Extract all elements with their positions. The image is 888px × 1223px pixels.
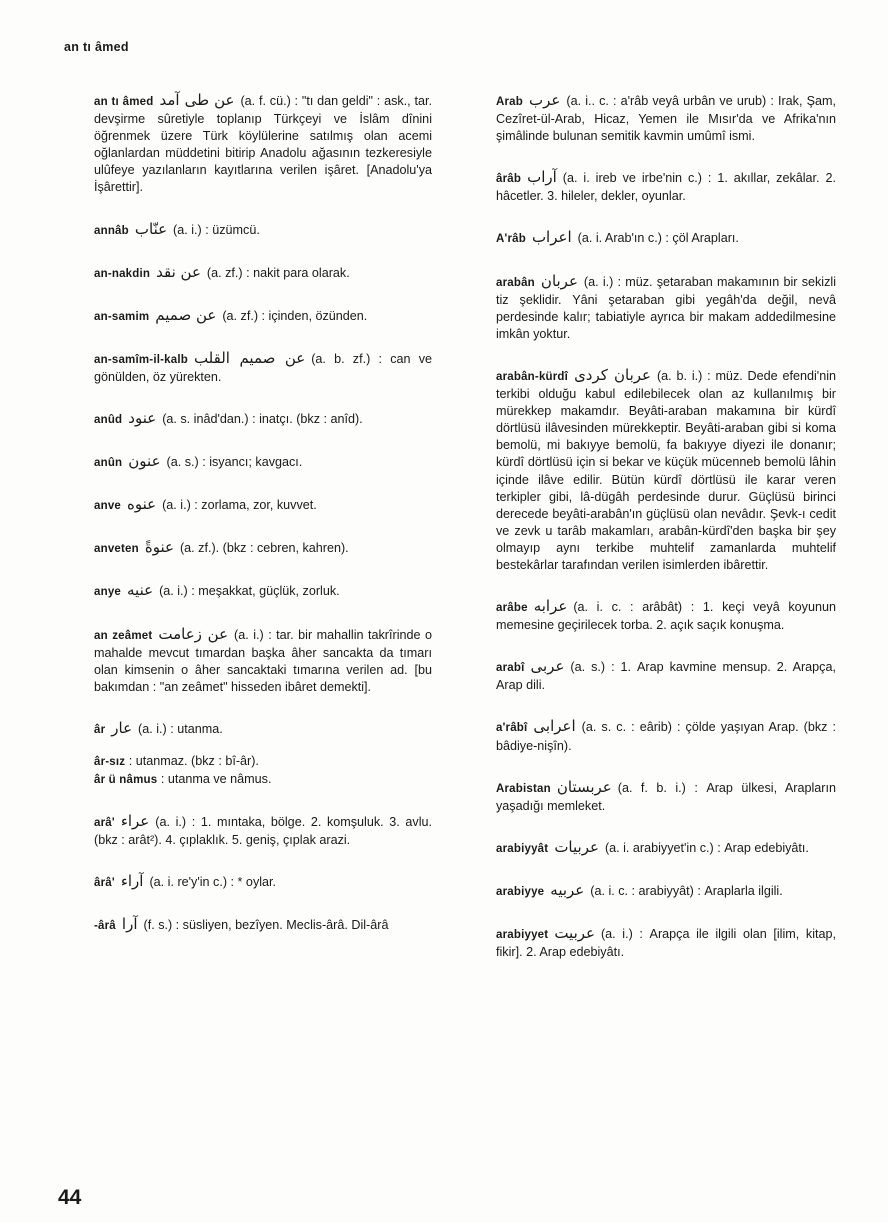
entry-arabic: آراب bbox=[527, 168, 557, 187]
entry-headword: arâ' bbox=[94, 817, 115, 830]
entry-headword: an-nakdin bbox=[94, 267, 151, 280]
entry-arabic: عربان كردى bbox=[574, 365, 651, 384]
entry-body bbox=[458, 598, 836, 634]
entry-definition: (a. s. inâd'dan.) : inatçı. (bkz : anîd). bbox=[162, 412, 363, 427]
entry-arabic: عرب bbox=[529, 91, 561, 109]
dictionary-entry bbox=[458, 367, 836, 574]
dictionary-entry bbox=[458, 273, 836, 343]
dictionary-entry bbox=[458, 658, 836, 694]
dictionary-entry bbox=[56, 307, 432, 326]
entry-definition: (a. i. c. : arabiyyât) : Araplarla ilgili. bbox=[590, 883, 783, 898]
entry-body bbox=[56, 720, 432, 739]
entry-headword: arabiyyet bbox=[496, 929, 549, 941]
entry-body bbox=[458, 367, 836, 574]
entry-arabic: عن نقد bbox=[156, 262, 201, 281]
dictionary-entry bbox=[56, 221, 432, 240]
entry-definition: (f. s.) : süsliyen, bezîyen. Meclis-ârâ. Dil-ârâ bbox=[143, 918, 389, 933]
entry-arabic: عن صميم bbox=[155, 305, 217, 324]
page-number: 44 bbox=[58, 1186, 82, 1209]
entry-arabic: عن صميم القلب bbox=[193, 348, 306, 367]
entry-body bbox=[56, 453, 432, 472]
entry-definition: (a. s.) : 1. Arap kavmine mensup. 2. Arapça, Arap dili. bbox=[496, 660, 836, 693]
right-column bbox=[458, 92, 836, 985]
sub-entry-headword: âr-sız bbox=[94, 755, 126, 768]
entry-arabic: عربيت bbox=[554, 924, 595, 942]
entry-body bbox=[56, 350, 432, 386]
running-head: an tı âmed bbox=[64, 40, 129, 54]
dictionary-entry bbox=[56, 873, 432, 892]
entry-arabic: عرابه bbox=[533, 597, 568, 616]
entry-headword: an-samim bbox=[94, 310, 150, 323]
entry-definition: (a. b. i.) : müz. Dede efendi'nin terkibi olduğu kabul edilebilecek olan az kullanılmış bir mürekkep makamdır. Beyâti-araban makamına bir kürdî dörtlüsü ilâvesinden mürekkeptir. Beyâti-araban gibi si koma bemolü, mi bakıyye bemolü, fa bakıyye diyezi ile donanır; kürdî dörtlüsü için si bekar ve küçük mücenneb bemolü lâhin içinde ilâve edilir. Bütün kürdî dörtlüsü ile karar veren terkipler gibi, lâ-dügâh perdesinde durur. Güçlüsü birinci derecede beyâti-arabân'ın güçlüsü olan nevâdır. Şevk-ı cedit ve zevk u tarâb makamları, arabân-kürdî'den başka bir şey olmayıp aynı terkibe muhtelif zamanlarda muhtelif bestekârlar tarafından verilen isimlerden ibârettir. bbox=[496, 368, 837, 572]
entry-body bbox=[56, 307, 432, 326]
entry-definition: (a. s. c. : eârib) : çölde yaşıyan Arap. (bkz : bâdiye-nişîn). bbox=[496, 720, 836, 753]
entry-definition: (a. i.) : utanma. bbox=[138, 721, 223, 736]
dictionary-entry bbox=[56, 496, 432, 515]
entry-body bbox=[458, 779, 836, 815]
dictionary-entry bbox=[458, 839, 836, 858]
entry-definition: (a. zf.) : içinden, özünden. bbox=[222, 308, 368, 323]
entry-headword: anveten bbox=[94, 543, 139, 556]
entry-body bbox=[458, 229, 836, 248]
left-column bbox=[56, 92, 432, 960]
sub-entry-headword: âr ü nâmus bbox=[94, 774, 158, 787]
entry-arabic: اعرابى bbox=[533, 717, 576, 736]
entry-arabic: عنّاب bbox=[134, 219, 168, 238]
entry-arabic: آراء bbox=[120, 872, 144, 891]
entry-headword: arâbe bbox=[496, 602, 528, 615]
entry-definition: (a. i.) : müz. şetaraban makamının bir sekizli tiz şeklidir. Yâni şetaraban gibi yegâh'da değil, nevâ perdesinde kalır; tabiatiyle ayrıca bir makam addedilmesine imkân yoktur. bbox=[496, 274, 836, 341]
dictionary-entry bbox=[458, 925, 836, 961]
entry-body bbox=[56, 916, 432, 935]
entry-arabic: عربيه bbox=[550, 880, 585, 899]
entry-definition: (a. i.) : 1. mıntaka, bölge. 2. komşuluk. 3. avlu. (bkz : arât²). 4. çıplaklık. 5. geniş, çıplak arazi. bbox=[94, 815, 432, 848]
entry-arabic: عربان bbox=[540, 271, 578, 290]
entry-headword: arabiyye bbox=[496, 885, 545, 898]
entry-body bbox=[56, 496, 432, 515]
entry-definition: (a. i. Arab'ın c.) : çöl Arapları. bbox=[577, 231, 739, 246]
dictionary-entry bbox=[56, 582, 432, 601]
dictionary-entry bbox=[56, 410, 432, 429]
entry-arabic: عن زعامت bbox=[158, 624, 229, 643]
entry-arabic: عنون bbox=[128, 452, 161, 471]
sub-entry-definition: : utanma ve nâmus. bbox=[160, 772, 272, 787]
sub-entry bbox=[56, 771, 432, 789]
sub-entry-definition: : utanmaz. (bkz : bî-âr). bbox=[128, 753, 259, 768]
entry-headword: anve bbox=[94, 500, 122, 513]
entry-definition: (a. s.) : isyancı; kavgacı. bbox=[166, 455, 303, 470]
entry-headword: a'râbî bbox=[496, 722, 528, 735]
sub-entry bbox=[56, 753, 432, 771]
entry-body bbox=[56, 410, 432, 429]
entry-arabic: اعراب bbox=[531, 228, 572, 247]
entry-definition: (a. i.) : Arapça ile ilgili olan [ilim, kitap, fikir]. 2. Arap edebiyâtı. bbox=[496, 927, 836, 960]
entry-definition: (a. i.. c. : a'râb veyâ urbân ve urub) : Irak, Şam, Cezîret-ül-Arab, Hicaz, Yemen ile Mısır'da ve Afrika'nın şimâlinde bulunan semitik kavmin umûmî ismi. bbox=[496, 94, 836, 144]
entry-headword: Arabistan bbox=[496, 782, 551, 795]
dictionary-entry bbox=[458, 718, 836, 754]
entry-headword: anûn bbox=[94, 457, 123, 470]
dictionary-entry bbox=[56, 813, 432, 849]
entry-headword: arabî bbox=[496, 662, 525, 675]
entry-body bbox=[56, 582, 432, 601]
dictionary-entry bbox=[56, 350, 432, 386]
entry-arabic: عربى bbox=[530, 657, 565, 676]
entry-definition: (a. zf.). (bkz : cebren, kahren). bbox=[179, 541, 349, 556]
entry-body bbox=[458, 718, 836, 754]
entry-definition: (a. f. cü.) : "tı dan geldi" : ask., tar. devşirme sûretiyle toplanıp Türkçeyi ve İslâm dînini öğrenmek üzere Türk köylülerine satılmış olan acemi oğlanlardan müddetini bitirip Anadolu ağasının tezkeresiyle ulûfeye yazılanların kayıtlarına verilen işâret. [Anadolu'ya İşârettir]. bbox=[94, 94, 432, 195]
entry-headword: an-samîm-il-kalb bbox=[94, 353, 188, 366]
entry-definition: (a. i.) : tar. bir mahallin takrîrinde o mahalde mevcut tımardan başka âher sancakta da tımarı olan kimsenin o âher sancaktaki tımarına verilen ad. [bu bakımdan : "an zeâmet" hisseden ibâret demekti]. bbox=[94, 627, 432, 694]
entry-headword: an zeâmet bbox=[94, 629, 153, 642]
entry-definition: (a. f. b. i.) : Arap ülkesi, Arapların yaşadığı memleket. bbox=[496, 780, 836, 813]
dictionary-entry bbox=[56, 626, 432, 696]
dictionary-entry bbox=[458, 229, 836, 248]
entry-body bbox=[56, 813, 432, 849]
entry-definition: (a. i. re'y'in c.) : * oylar. bbox=[149, 875, 277, 890]
entry-definition: (a. b. zf.) : can ve gönülden, öz yürekten. bbox=[94, 351, 432, 384]
entry-headword: anye bbox=[94, 586, 122, 599]
entry-body bbox=[56, 221, 432, 240]
entry-arabic: عنيه bbox=[127, 581, 154, 600]
entry-arabic: عنوه bbox=[127, 495, 157, 514]
entry-arabic: عربستان bbox=[556, 777, 612, 796]
entry-headword: an tı âmed bbox=[94, 96, 154, 108]
dictionary-entry bbox=[56, 264, 432, 283]
entry-definition: (a. i.) : zorlama, zor, kuvvet. bbox=[162, 498, 317, 513]
dictionary-entry bbox=[56, 916, 432, 935]
dictionary-entry bbox=[458, 598, 836, 634]
entry-body bbox=[458, 273, 836, 343]
entry-body bbox=[56, 264, 432, 283]
entry-headword: Arab bbox=[496, 96, 524, 108]
dictionary-entry bbox=[458, 169, 836, 205]
entry-body bbox=[56, 873, 432, 892]
entry-body bbox=[458, 658, 836, 694]
entry-headword: annâb bbox=[94, 224, 129, 237]
dictionary-entry bbox=[458, 882, 836, 901]
entry-definition: (a. i.) : meşakkat, güçlük, zorluk. bbox=[159, 584, 340, 599]
entry-body bbox=[56, 539, 432, 558]
entry-body bbox=[56, 92, 432, 197]
dictionary-entry bbox=[56, 539, 432, 558]
entry-headword: anûd bbox=[94, 414, 123, 427]
entry-arabic: عار bbox=[111, 718, 133, 737]
entry-body bbox=[458, 92, 836, 145]
entry-body bbox=[458, 839, 836, 858]
entry-arabic: عن طى آمد bbox=[159, 91, 235, 109]
entry-body bbox=[458, 882, 836, 901]
dictionary-entry bbox=[56, 92, 432, 197]
entry-arabic: عنوةً bbox=[144, 538, 174, 557]
entry-definition: (a. i. c. : arâbât) : 1. keçi veyâ koyunun memesine geçirilecek torba. 2. açık saçık konuşma. bbox=[496, 600, 836, 633]
entry-definition: (a. i.) : üzümcü. bbox=[173, 222, 260, 237]
entry-arabic: عراء bbox=[120, 812, 150, 831]
entry-headword: arabiyyât bbox=[496, 842, 549, 855]
dictionary-entry bbox=[56, 453, 432, 472]
entry-arabic: عنود bbox=[128, 409, 157, 428]
entry-headword: arabân bbox=[496, 276, 535, 289]
entry-definition: (a. zf.) : nakit para olarak. bbox=[206, 265, 350, 280]
entry-headword: ârâ' bbox=[94, 877, 115, 890]
entry-definition: (a. i. arabiyyet'in c.) : Arap edebiyâtı. bbox=[604, 840, 809, 855]
entry-headword: A'râb bbox=[496, 233, 526, 246]
entry-headword: -ârâ bbox=[94, 920, 116, 933]
dictionary-entry bbox=[458, 779, 836, 815]
entry-body bbox=[56, 626, 432, 696]
entry-body bbox=[458, 169, 836, 205]
dictionary-entry bbox=[458, 92, 836, 145]
entry-arabic: عربيات bbox=[554, 837, 599, 856]
entry-definition: (a. i. ireb ve irbe'nin c.) : 1. akıllar, zekâlar. 2. hâcetler. 3. hileler, dekler, oyunlar. bbox=[496, 171, 836, 204]
entry-body bbox=[458, 925, 836, 961]
entry-headword: ârâb bbox=[496, 173, 522, 186]
dictionary-entry bbox=[56, 720, 432, 789]
entry-headword: âr bbox=[94, 723, 106, 736]
entry-headword: arabân-kürdî bbox=[496, 370, 569, 383]
entry-arabic: آرا bbox=[121, 915, 138, 934]
